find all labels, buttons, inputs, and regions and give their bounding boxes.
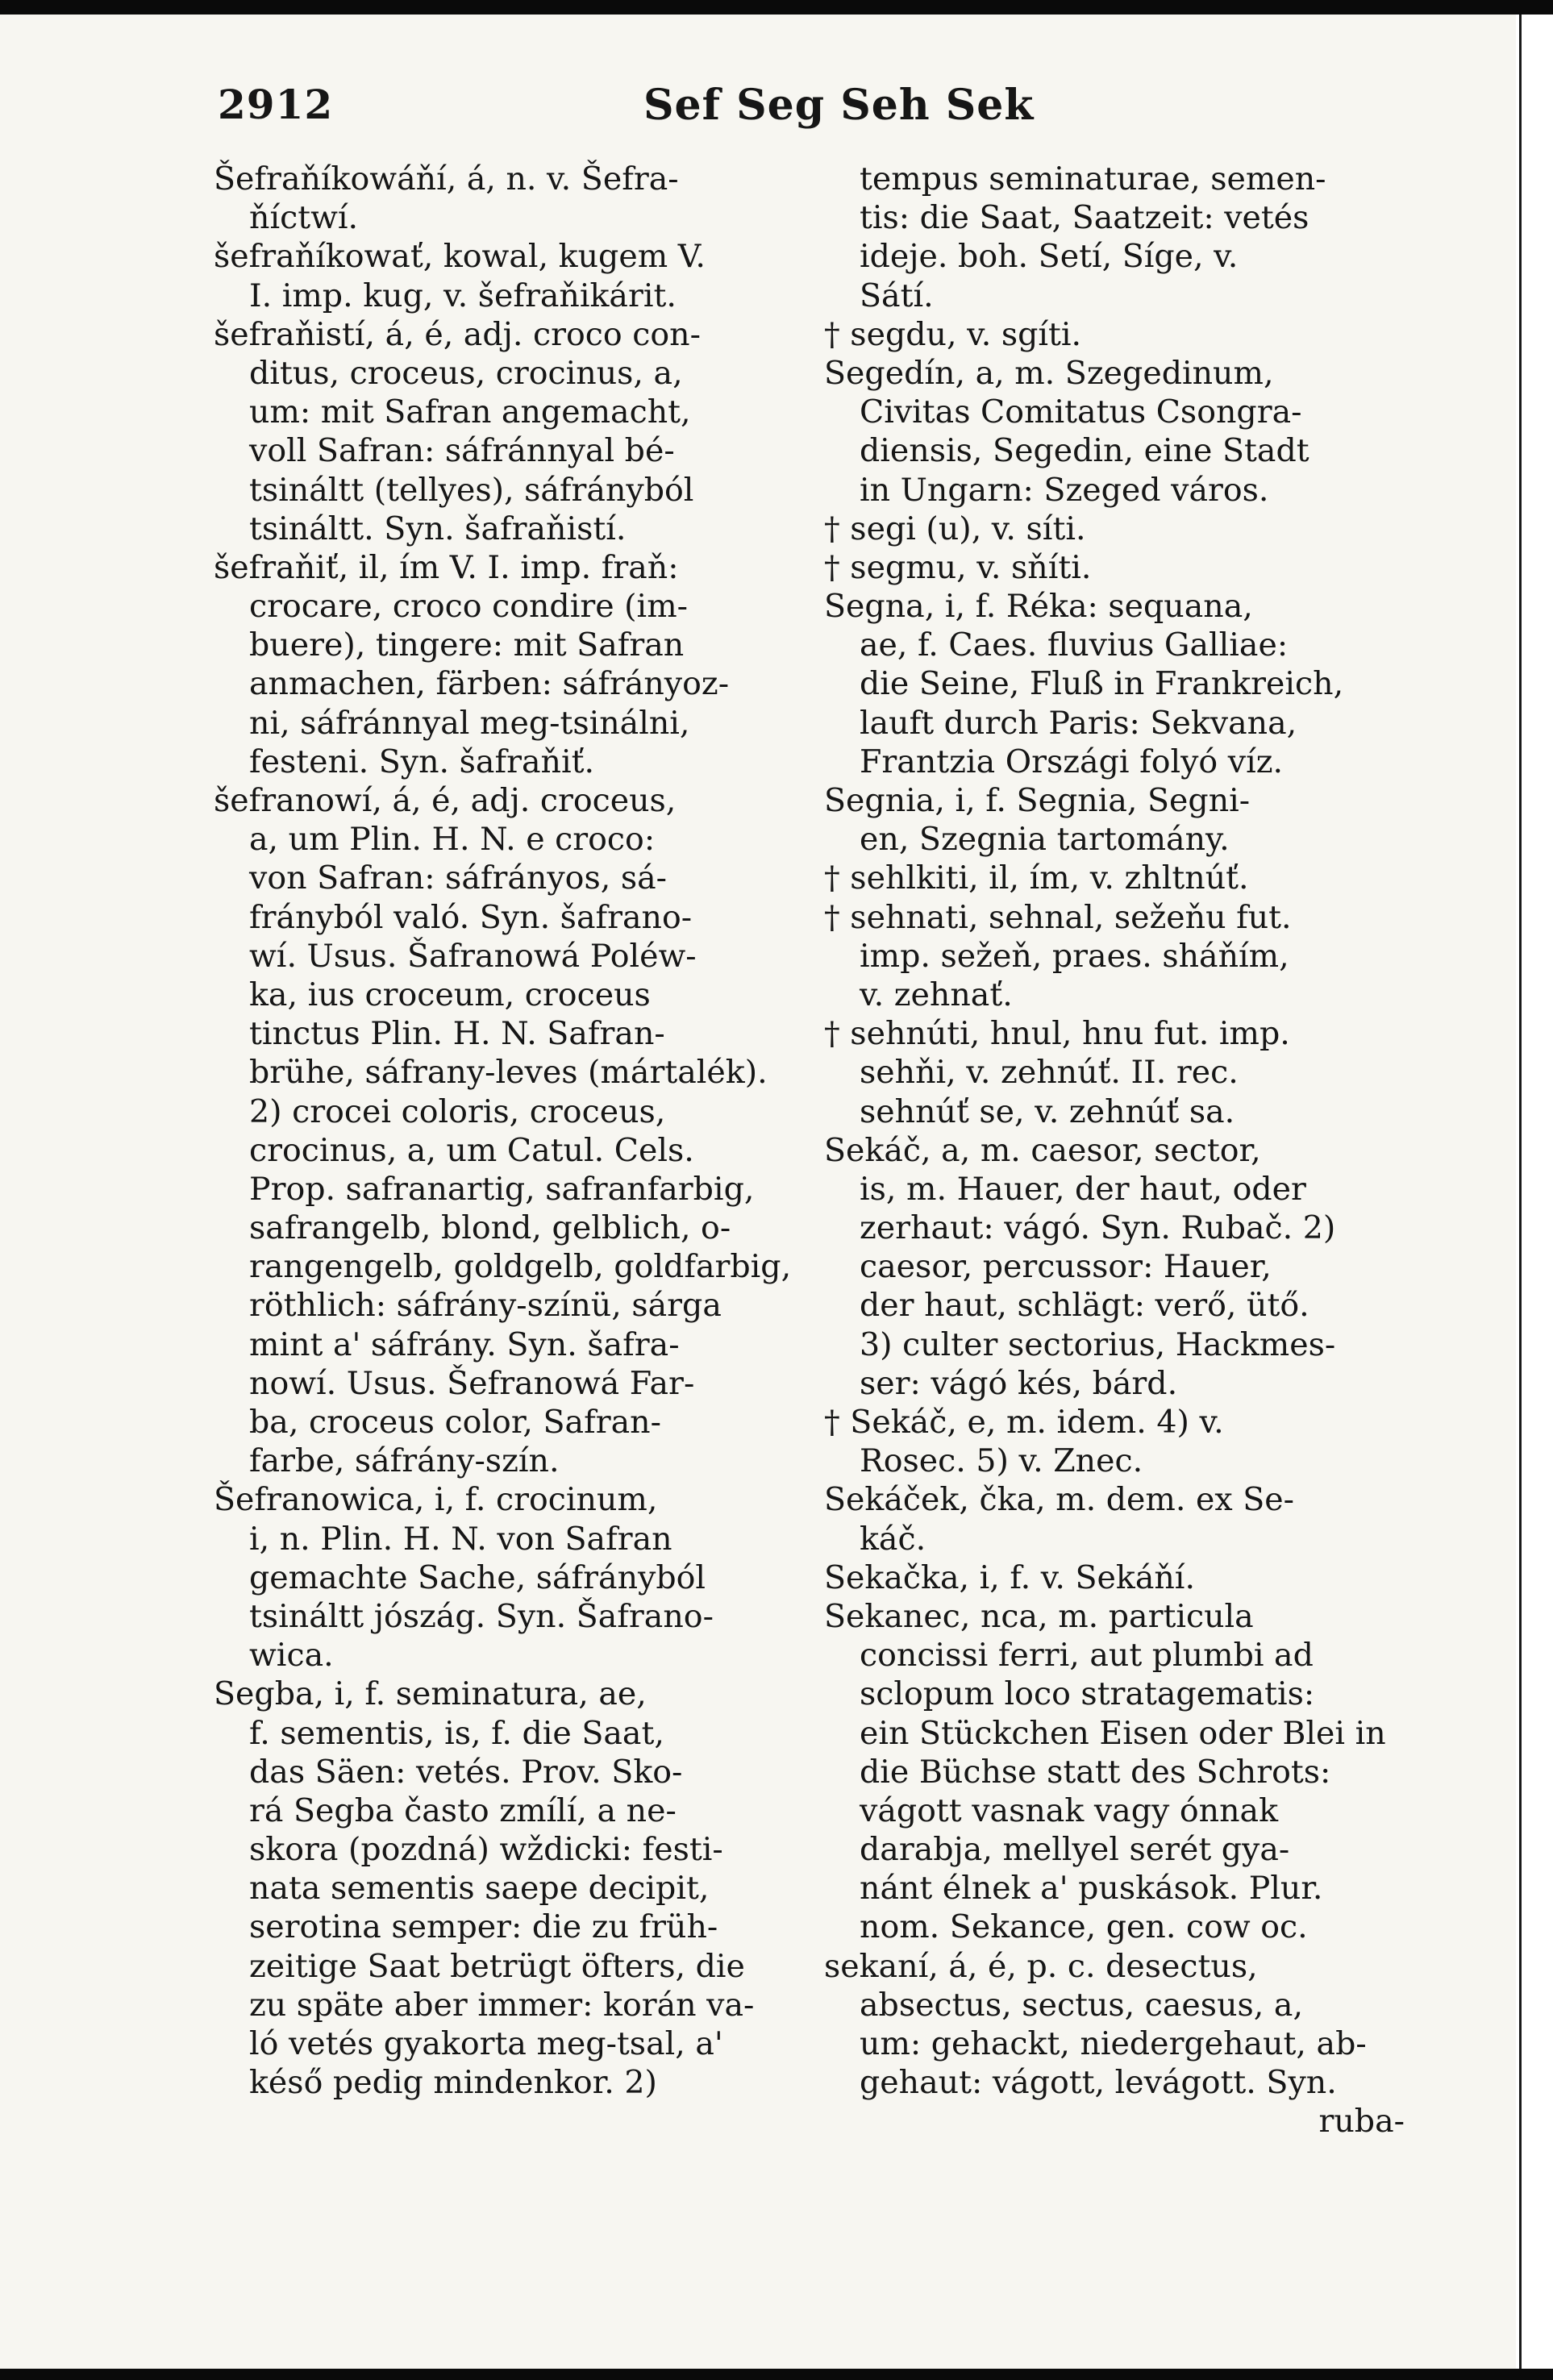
dictionary-line: ka, ius croceum, croceus <box>249 976 651 1013</box>
scan-edge-line <box>1519 15 1522 2369</box>
dictionary-line: is, m. Hauer, der haut, oder <box>860 1170 1306 1208</box>
dictionary-line: ideje. boh. Setí, Síge, v. <box>860 238 1239 276</box>
dictionary-line: † segdu, v. sgíti. <box>824 315 1082 353</box>
dictionary-line: † sehnati, sehnal, sežeňu fut. <box>824 898 1292 936</box>
dictionary-line: † segmu, v. sňíti. <box>824 548 1092 586</box>
dictionary-line: sehnúť se, v. zehnúť sa. <box>860 1092 1235 1130</box>
dictionary-line: ein Stückchen Eisen oder Blei in <box>860 1714 1386 1752</box>
left-column <box>214 160 794 2240</box>
dictionary-line: ser: vágó kés, bárd. <box>860 1364 1178 1402</box>
dictionary-line: sclopum loco stratagematis: <box>860 1675 1315 1713</box>
dictionary-line: die Büchse statt des Schrots: <box>860 1753 1331 1791</box>
page-header <box>218 81 1395 137</box>
dictionary-line: šefraňíkowať, kowal, kugem V. <box>214 238 706 276</box>
dictionary-line: káč. <box>860 1520 926 1558</box>
dictionary-line: tsináltt jószág. Syn. Šafrano- <box>249 1597 714 1635</box>
dictionary-line: a, um Plin. H. N. e croco: <box>249 821 656 859</box>
dictionary-line: tinctus Plin. H. N. Safran- <box>249 1015 665 1053</box>
dictionary-line: concissi ferri, aut plumbi ad <box>860 1637 1314 1675</box>
dictionary-line: diensis, Segedin, eine Stadt <box>860 432 1309 470</box>
dictionary-line: Frantzia Országi folyó víz. <box>860 743 1284 780</box>
dictionary-line: tempus seminaturae, semen- <box>860 160 1326 198</box>
dictionary-line: vágott vasnak vagy ónnak <box>860 1791 1279 1829</box>
dictionary-line: tsináltt. Syn. šafraňistí. <box>249 510 627 547</box>
dictionary-line: en, Szegnia tartomány. <box>860 821 1230 859</box>
dictionary-line: die Seine, Fluß in Frankreich, <box>860 665 1344 703</box>
scan-edge <box>1516 15 1553 2369</box>
dictionary-line: in Ungarn: Szeged város. <box>860 471 1269 509</box>
dictionary-line: frányból való. Syn. šafrano- <box>249 898 693 936</box>
dictionary-line: zu späte aber immer: korán va- <box>249 1986 755 2024</box>
dictionary-line: brühe, sáfrany-leves (mártalék). <box>249 1054 768 1092</box>
dictionary-line: † sehlkiti, il, ím, v. zhltnúť. <box>824 859 1249 897</box>
dictionary-line: ló vetés gyakorta meg-tsal, a' <box>249 2025 723 2062</box>
dictionary-line: mint a' sáfrány. Syn. šafra- <box>249 1325 680 1363</box>
dictionary-line: gehaut: vágott, levágott. Syn. <box>860 2064 1337 2102</box>
dictionary-line: rangengelb, goldgelb, goldfarbig, <box>249 1248 792 1286</box>
dictionary-line: Sekačka, i, f. v. Sekáňí. <box>824 1558 1195 1596</box>
dictionary-line: nánt élnek a' puskások. Plur. <box>860 1870 1323 1908</box>
dictionary-line: röthlich: sáfrány-színü, sárga <box>249 1287 722 1325</box>
dictionary-line: ruba- <box>1318 2103 1405 2141</box>
dictionary-line: tsináltt (tellyes), sáfrányból <box>249 471 694 509</box>
dictionary-line: safrangelb, blond, gelblich, o- <box>249 1209 731 1247</box>
dictionary-line: das Säen: vetés. Prov. Sko- <box>249 1753 683 1791</box>
dictionary-line: ni, sáfránnyal meg-tsinálni, <box>249 704 690 742</box>
dictionary-page <box>0 15 1516 2369</box>
dictionary-line: Rosec. 5) v. Znec. <box>860 1442 1143 1480</box>
dictionary-line: festeni. Syn. šafraňiť. <box>249 743 595 780</box>
dictionary-line: gemachte Sache, sáfrányból <box>249 1558 706 1596</box>
dictionary-line: v. zehnať. <box>860 976 1013 1013</box>
dictionary-line: rá Segba často zmílí, a ne- <box>249 1791 677 1829</box>
dictionary-line: ditus, croceus, crocinus, a, <box>249 354 683 392</box>
right-column <box>824 160 1405 2240</box>
dictionary-line: Sekanec, nca, m. particula <box>824 1597 1254 1635</box>
dictionary-line: Prop. safranartig, safranfarbig, <box>249 1170 755 1208</box>
page-number: 2912 <box>218 81 334 128</box>
dictionary-line: Segba, i, f. seminatura, ae, <box>214 1675 647 1713</box>
dictionary-line: crocare, croco condire (im- <box>249 588 688 626</box>
dictionary-line: 2) crocei coloris, croceus, <box>249 1092 666 1130</box>
dictionary-line: zeitige Saat betrügt öfters, die <box>249 1947 745 1985</box>
dictionary-line: † Sekáč, e, m. idem. 4) v. <box>824 1404 1224 1441</box>
dictionary-line: wica. <box>249 1637 334 1675</box>
dictionary-line: skora (pozdná) wždicki: festi- <box>249 1831 723 1869</box>
dictionary-line: ňíctwí. <box>249 199 359 237</box>
dictionary-line: der haut, schlägt: verő, ütő. <box>860 1287 1309 1325</box>
dictionary-line: serotina semper: die zu früh- <box>249 1908 718 1946</box>
dictionary-line: Segnia, i, f. Segnia, Segni- <box>824 782 1251 819</box>
dictionary-line: buere), tingere: mit Safran <box>249 626 685 664</box>
dictionary-line: sehňi, v. zehnúť. II. rec. <box>860 1054 1239 1092</box>
dictionary-line: anmachen, färben: sáfrányoz- <box>249 665 730 703</box>
dictionary-line: nom. Sekance, gen. cow oc. <box>860 1908 1308 1946</box>
dictionary-line: † sehnúti, hnul, hnu fut. imp. <box>824 1015 1290 1053</box>
dictionary-line: f. sementis, is, f. die Saat, <box>249 1714 664 1752</box>
dictionary-line: Šefranowica, i, f. crocinum, <box>214 1481 658 1519</box>
dictionary-line: Sátí. <box>860 277 934 314</box>
dictionary-line: wí. Usus. Šafranowá Poléw- <box>249 937 697 975</box>
dictionary-line: Šefraňíkowáňí, á, n. v. Šefra- <box>214 160 679 198</box>
dictionary-line: farbe, sáfrány-szín. <box>249 1442 560 1480</box>
dictionary-line: Civitas Comitatus Csongra- <box>860 393 1302 431</box>
dictionary-line: sekaní, á, é, p. c. desectus, <box>824 1947 1258 1985</box>
dictionary-line: zerhaut: vágó. Syn. Rubač. 2) <box>860 1209 1336 1247</box>
dictionary-line: von Safran: sáfrányos, sá- <box>249 859 668 897</box>
dictionary-line: 3) culter sectorius, Hackmes- <box>860 1325 1336 1363</box>
dictionary-line: absectus, sectus, caesus, a, <box>860 1986 1304 2024</box>
dictionary-line: Segedín, a, m. Szegedinum, <box>824 354 1274 392</box>
dictionary-line: voll Safran: sáfránnyal bé- <box>249 432 675 470</box>
dictionary-line: ae, f. Caes. fluvius Galliae: <box>860 626 1289 664</box>
dictionary-line: caesor, percussor: Hauer, <box>860 1248 1272 1286</box>
dictionary-line: darabja, mellyel serét gya- <box>860 1831 1290 1869</box>
dictionary-line: um: gehackt, niedergehaut, ab- <box>860 2025 1367 2062</box>
dictionary-line: i, n. Plin. H. N. von Safran <box>249 1520 672 1558</box>
dictionary-line: Sekáček, čka, m. dem. ex Se- <box>824 1481 1294 1519</box>
dictionary-line: nowí. Usus. Šefranowá Far- <box>249 1364 695 1402</box>
dictionary-line: Segna, i, f. Réka: sequana, <box>824 588 1253 626</box>
dictionary-line: imp. sežeň, praes. sháňím, <box>860 937 1289 975</box>
running-head: Sef Seg Seh Sek <box>643 81 1035 130</box>
dictionary-line: † segi (u), v. síti. <box>824 510 1086 547</box>
dictionary-line: um: mit Safran angemacht, <box>249 393 691 431</box>
dictionary-line: ba, croceus color, Safran- <box>249 1404 661 1441</box>
dictionary-line: nata sementis saepe decipit, <box>249 1870 710 1908</box>
dictionary-line: tis: die Saat, Saatzeit: vetés <box>860 199 1309 237</box>
dictionary-line: šefraňiť, il, ím V. I. imp. fraň: <box>214 548 679 586</box>
dictionary-line: šefranowí, á, é, adj. croceus, <box>214 782 677 819</box>
dictionary-line: šefraňistí, á, é, adj. croco con- <box>214 315 701 353</box>
dictionary-line: crocinus, a, um Catul. Cels. <box>249 1131 694 1169</box>
dictionary-line: lauft durch Paris: Sekvana, <box>860 704 1297 742</box>
dictionary-line: Sekáč, a, m. caesor, sector, <box>824 1131 1261 1169</box>
dictionary-line: I. imp. kug, v. šefraňikárit. <box>249 277 677 314</box>
dictionary-line: késő pedig mindenkor. 2) <box>249 2064 657 2102</box>
